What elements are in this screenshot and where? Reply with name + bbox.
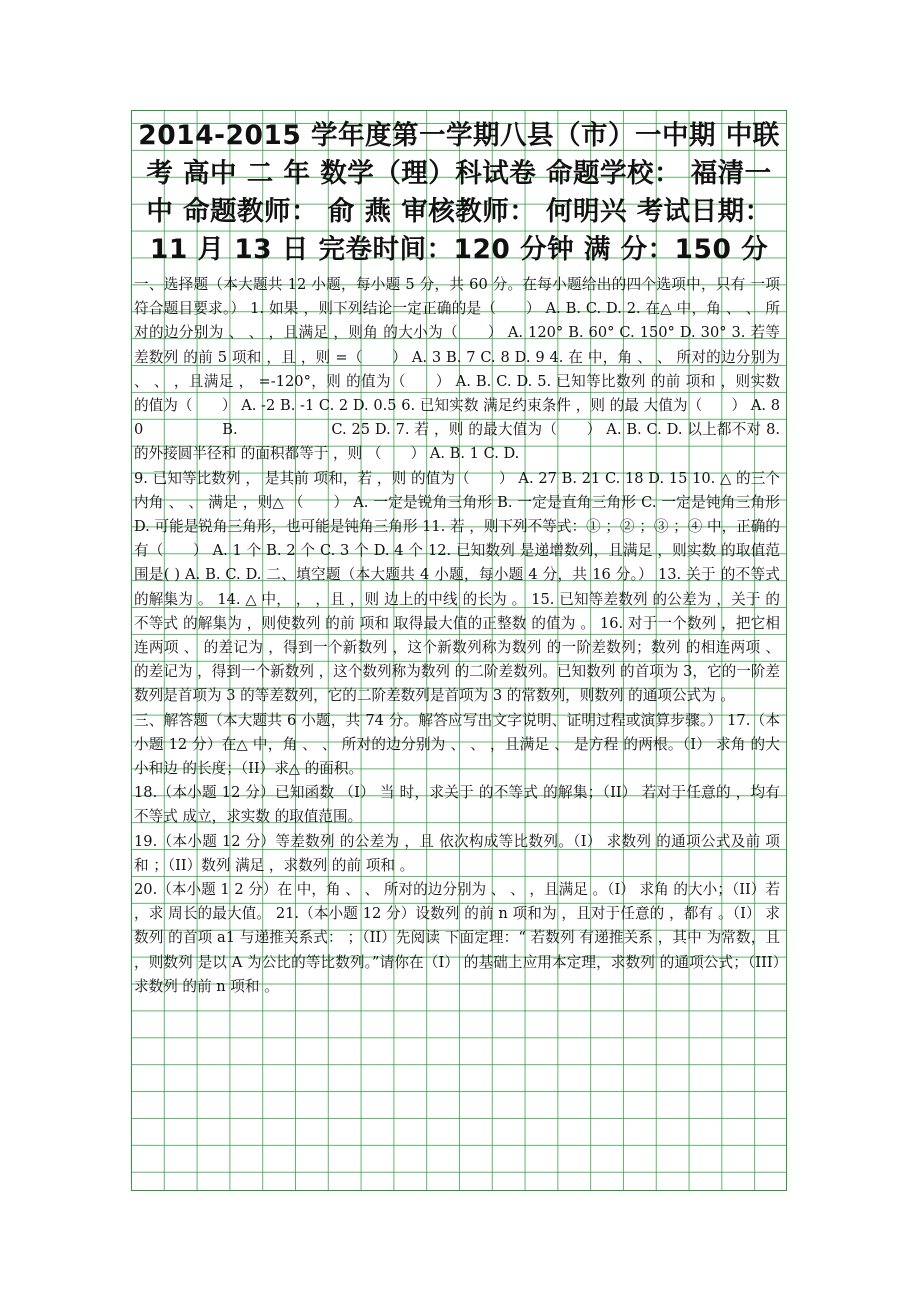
exam-title xyxy=(136,117,782,269)
title-line-5: 分：150 分 xyxy=(620,234,769,265)
problem-19: 19.（本小题 12 分）等差数列 的公差为 ，且 依次构成等比数列。（I） 求数列 的通项公式及前 项和 ；（II）数列 满足 ，求数列 的前 项和 。 xyxy=(134,832,780,874)
section-choice-1: 一、选择题（本大题共 12 小题，每小题 5 分，共 60 分。在每小题给出的四个选项中，只有 一项符合题目要求。） 1. 如果 ，则下列结论一定正确的是（ ） A. B. C. D. 2. 在△ 中，角 、 、 所对的边分别为 、 、 ，且满足 ，则角 的大小为（ ） A. 120° B. 60° C. 150° D. 30° 3. 若等差数列 的前 5 项和 ，且 ，则 =（ ） A. 3 B. 7 C. 8 D. 9 4. 在 中，角 、 、 所对的边分别为 、 、 ，且满足 ， =-120°，则 的值为（ ） A. B. C. D. 5. 已知等比数列 的前 项和 ，则实数 的值为（ ） A. -2 B. -1 C. 2 D. 0.5 6. 已知实数 满足约束条件 ，则 的最 大值为（ ） A. 80 B. C. 25 D. 7. 若 ，则 的最大值为（ ） A. B. C. D. 以上都不对 8. 的外接圆半径和 的面积都等于 ，则 （ ） A. B. 1 C. D. xyxy=(134,276,780,463)
title-line-4: 考试日期：11 月 13 日 完卷时间：120 分钟 满 xyxy=(149,196,772,265)
problem-17: 三、解答题（本大题共 6 小题，共 74 分。解答应写出文字说明、证明过程或演算步骤。） 17.（本小题 12 分）在△ 中，角 、 、 所对的边分别为 、 、 ，且满足 、 是方程 的两根。（I） 求角 的大小和边 的长度；（II）求△ 的面积。 xyxy=(134,711,780,778)
exam-body xyxy=(134,273,780,999)
section-choice-2: 9. 已知等比数列 ， 是其前 项和，若 ，则 的值为（ ） A. 27 B. 21 C. 18 D. 15 10. △ 的三个内角 、 、 满足 ，则△ （ ） A. 一定是锐角三角形 B. 一定是直角三角形 C. 一定是钝角三角形 D. 可能是锐角三角形，也可能是钝角三角形 11. 若 ，则下列不等式：① ；② ；③ ；④ 中，正确的有（ ） A. 1 个 B. 2 个 C. 3 个 D. 4 个 12. 已知数列 是递增数列，且满足 ，则实数 的取值范围是( ) A. B. C. D. 二、填空题（本大题共 4 小题，每小题 4 分，共 16 分。） 13. 关于 的不等式 的解集为 。 14. △ 中， ， ，且 ，则 边上的中线 的长为 。 15. 已知等差数列 的公差为 ，关于 的不等式 的解集为 ，则使数列 的前 项和 取得最大值的正整数 的值为 。 16. 对于一个数列 ，把它相连两项 、 的差记为 ，得到一个新数列 ，这个新数列称为数列 的一阶差数列；数列 的相连两项 、 的差记为 ，得到一个新数列 ，这个数列称为数列 的二阶差数列。已知数列 的首项为 3，它的一阶差数列是首项为 3 的等差数列，它的二阶差数列是首项为 3 的常数列，则数列 的通项公式为 。 xyxy=(134,469,780,705)
title-line-1: 2014-2015 学年度第一学期八县（市）一中期 xyxy=(138,120,716,151)
problem-18: 18.（本小题 12 分）已知函数 （I） 当 时，求关于 的不等式 的解集；（II） 若对于任意的 ，均有不等式 成立，求实数 的取值范围。 xyxy=(134,784,780,826)
title-line-2: 中联考 高中 二 年 数学（理）科试卷 命题学校： xyxy=(146,120,780,189)
problem-20-21: 20.（本小题 1 2 分）在 中，角 、 、 所对的边分别为 、 、 ，且满足 。（I） 求角 的大小；（II）若 ，求 周长的最大值。 21.（本小题 12 分）设数列 的前 n 项和为 ，且对于任意的 ，都有 。（I） 求数列 的首项 a1 与递推关系式： ；（II）先阅读 下面定理：“ 若数列 有递推关系 ，其中 为常数，且 ，则数列 是以 A 为公比的等比数列。”请你在（I） 的基础上应用本定理，求数列 的通项公式；（III）求数列 的前 n 项和 。 xyxy=(134,881,780,995)
title-line-3: 福清一中 命题教师： 俞 燕 审核教师： 何明兴 xyxy=(146,158,772,227)
exam-page xyxy=(131,110,787,1191)
